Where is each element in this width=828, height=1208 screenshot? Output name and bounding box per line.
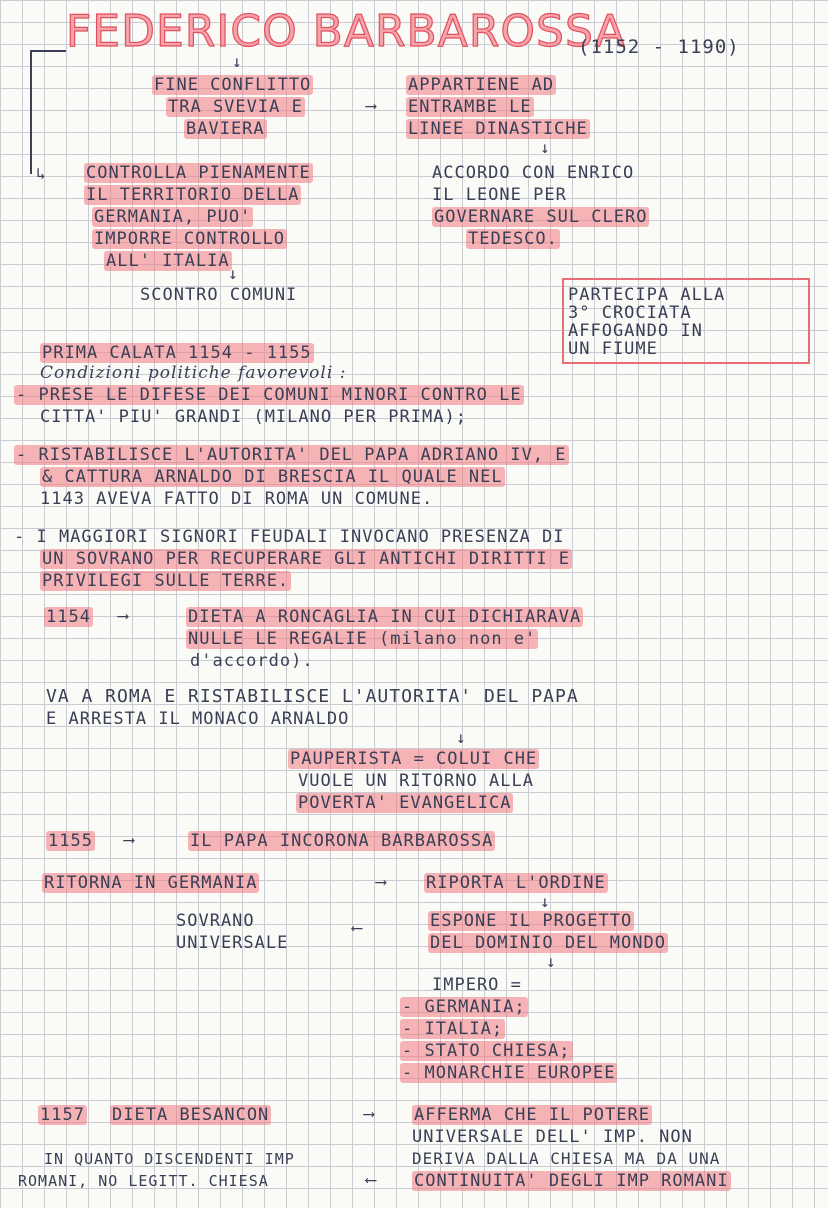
impero-label: IMPERO = [432,975,522,995]
ritorno-right: RIPORTA L'ORDINE [426,873,606,893]
besancon-right-3: DERIVA DALLA CHIESA MA DA UNA [412,1149,721,1168]
bullet2-line1: - RISTABILISCE L'AUTORITA' DEL PAPA ADRIANO IV, E [16,445,567,465]
roncaglia-line3: d'accordo). [190,651,314,671]
impero-item-3: - STATO CHIESA; [402,1041,571,1061]
incoronazione-text: IL PAPA INCORONA BARBAROSSA [190,831,494,851]
arrow-down-icon: ↓ [232,52,242,71]
intro-accordo-1: ACCORDO CON ENRICO [432,163,635,183]
bracket-top [30,50,66,52]
arrow-right-icon: ⟶ [364,1104,374,1123]
intro-controlla-2: IL TERRITORIO DELLA [86,185,300,205]
arrow-down-icon: ↓ [540,892,550,911]
arrow-down-icon: ↓ [228,264,238,283]
intro-accordo-4: TEDESCO. [468,229,558,249]
besancon-label: DIETA BESANCON [112,1105,270,1125]
intro-accordo-3: GOVERNARE SUL CLERO [434,207,648,227]
besancon-right-2: UNIVERSALE DELL' IMP. NON [412,1127,693,1147]
dates: (1152 - 1190) [578,36,740,58]
arrow-down-icon: ↓ [546,952,556,971]
crociata-4: UN FIUME [568,339,658,359]
arrow-left-icon: ⟵ [352,918,362,937]
intro-fine-conflitto-2: TRA SVEVIA E [168,97,303,117]
arrow-down-icon: ↓ [456,728,466,747]
incoronazione-year: 1155 [48,831,93,851]
roncaglia-line2: NULLE LE REGALIE (milano non e' [188,629,537,649]
intro-controlla-4: IMPORRE CONTROLLO [94,229,285,249]
progetto-1: ESPONE IL PROGETTO [430,911,633,931]
crociata-1: PARTECIPA ALLA [568,285,726,305]
bullet2-line3: 1143 AVEVA FATTO DI ROMA UN COMUNE. [40,489,434,509]
prima-calata-heading: PRIMA CALATA 1154 - 1155 [42,343,312,363]
bullet2-line2: & CATTURA ARNALDO DI BRESCIA IL QUALE NEL [42,467,503,487]
besancon-right-1: AFFERMA CHE IL POTERE [414,1105,650,1125]
crociata-3: AFFOGANDO IN [568,321,703,341]
arrow-right-icon: ↳ [36,164,46,183]
bullet3-line2: UN SOVRANO PER RECUPERARE GLI ANTICHI DIRITTI E [42,549,571,569]
impero-item-2: - ITALIA; [402,1019,504,1039]
roma-line1: VA A ROMA E RISTABILISCE L'AUTORITA' DEL PAPA [46,686,579,707]
pauperista-3: POVERTA' EVANGELICA [298,793,512,813]
ritorno-left: RITORNA IN GERMANIA [44,873,258,893]
roncaglia-line1: DIETA A RONCAGLIA IN CUI DICHIARAVA [188,607,582,627]
besancon-right-4: CONTINUITA' DEGLI IMP ROMANI [414,1171,729,1191]
arrow-down-icon: ↓ [540,138,550,157]
roncaglia-year: 1154 [46,607,91,627]
besancon-left-1: IN QUANTO DISCENDENTI IMP [44,1150,295,1168]
impero-item-4: - MONARCHIE EUROPEE [402,1063,616,1083]
intro-appartiene-2: ENTRAMBE LE [408,97,532,117]
roma-line2: E ARRESTA IL MONACO ARNALDO [46,709,350,729]
arrow-right-icon: ⟶ [366,96,376,115]
besancon-left-2: ROMANI, NO LEGITT. CHIESA [18,1172,269,1190]
crociata-2: 3° CROCIATA [568,303,692,323]
arrow-right-icon: ⟶ [376,872,386,891]
bullet1-line2: CITTA' PIU' GRANDI (MILANO PER PRIMA); [40,407,467,427]
intro-controlla-3: GERMANIA, PUO' [94,207,252,227]
sovrano-2: UNIVERSALE [176,933,289,953]
bullet3-line3: PRIVILEGI SULLE TERRE. [42,571,290,591]
impero-item-1: - GERMANIA; [402,997,526,1017]
intro-fine-conflitto-1: FINE CONFLITTO [154,75,312,95]
intro-controlla-5: ALL' ITALIA [106,251,230,271]
arrow-right-icon: ⟶ [118,606,128,625]
arrow-right-icon: ⟶ [124,830,134,849]
intro-appartiene-3: LINEE DINASTICHE [408,119,588,139]
intro-appartiene-1: APPARTIENE AD [408,75,555,95]
arrow-left-icon: ⟵ [366,1170,376,1189]
bullet1-line1: - PRESE LE DIFESE DEI COMUNI MINORI CONTRO LE [16,385,522,405]
progetto-2: DEL DOMINIO DEL MONDO [430,933,666,953]
page-title: FEDERICO BARBAROSSA [66,6,626,57]
pauperista-1: PAUPERISTA = COLUI CHE [290,749,538,769]
besancon-year: 1157 [40,1105,85,1125]
intro-accordo-2: IL LEONE PER [432,185,567,205]
bullet3-line1: - I MAGGIORI SIGNORI FEUDALI INVOCANO PRESENZA DI [14,527,565,547]
bracket-line [30,50,32,174]
intro-controlla-1: CONTROLLA PIENAMENTE [86,163,311,183]
pauperista-2: VUOLE UN RITORNO ALLA [298,771,534,791]
intro-scontro: SCONTRO COMUNI [140,285,298,305]
sovrano-1: SOVRANO [176,911,255,931]
condizioni: Condizioni politiche favorevoli : [40,363,347,383]
intro-fine-conflitto-3: BAVIERA [186,119,265,139]
